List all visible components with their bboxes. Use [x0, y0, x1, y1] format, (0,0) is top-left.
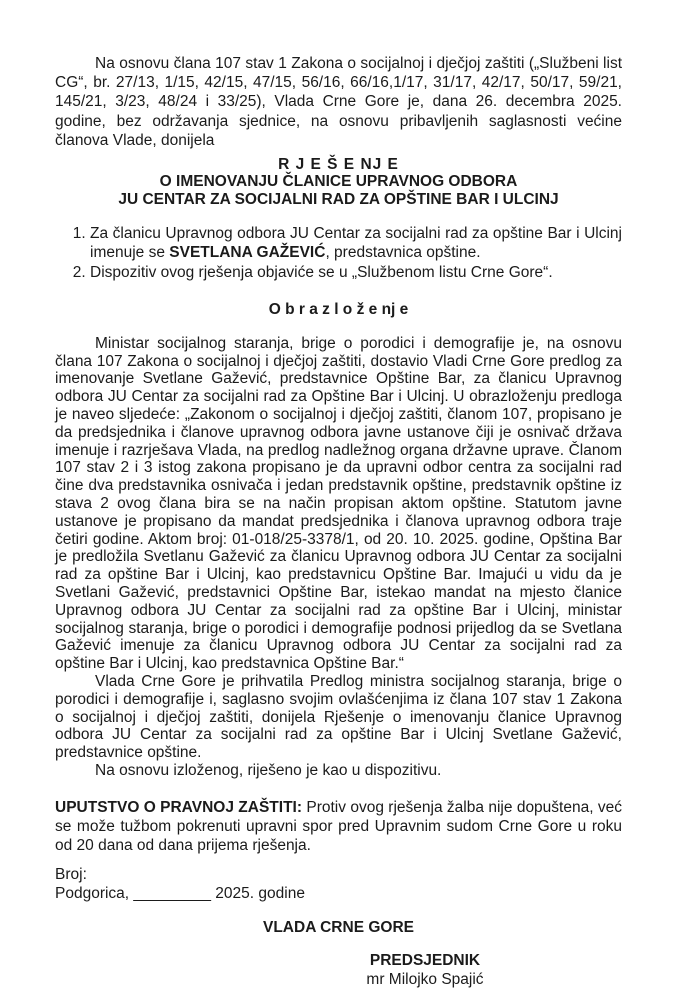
section-heading-obrazlozenje: O b r a z l o ž e nj e [268, 300, 409, 318]
government-name: VLADA CRNE GORE [263, 919, 414, 937]
dispositive-item-2 [90, 263, 622, 282]
signature-block [325, 951, 525, 989]
decision-title-block [55, 156, 622, 208]
decision-subtitle-1: O IMENOVANJU ČLANICE UPRAVNOG ODBORA [159, 173, 518, 191]
number-label: Broj: [55, 865, 87, 883]
reference-block [55, 865, 622, 903]
body-paragraph-1: Ministar socijalnog staranja, brige o porodici i demografije je, na osnovu člana 107 Zakona o socijalnoj i dječjoj zaštiti, dostavio Vladi Crne Gore predlog za imenovanje Svetlane Gažević, predstavnice Opštine Bar, za članicu Upravnog odbora JU Centar za socijalni rad za Opštine Bar i Ulcinj. U obrazloženju predloga je naveo sljedeće: „Zakonom o socijalnoj i dječjoj zaštiti, članom 107, propisano je da predsjednika i članove upravnog odbora javne ustanove čiji je osnivač država imenuje i razrješava Vlada, na predlog nadležnog organa državne uprave. Članom 107 stav 2 i 3 istog zakona propisano je da upravni odbor centra za socijalni rad čine dva predstavnika osnivača i jedan predstavnik opštine, predstavnik opštine iz stava 2 ovog člana bira se na način propisan aktom opštine. Statutom javne ustanove je propisano da mandat predsjednika i članova upravnog odbora traje četiri godine. Aktom broj: 01-018/25-3378/1, od 20. 10. 2025. godine, Opština Bar je predložila Svetlanu Gažević za članicu Upravnog odbora JU Centar za socijalni rad za opštine Bar i Ulcinj, kao predstavnicu Opštine Bar. Imajući u vidu da je Svetlani Gažević, predstavnici Opštine Bar, istekao mandat na mjesto članice Upravnog odbora JU Centar za socijalni rad za opštine Bar i Ulcinj, ministar socijalnog staranja, brige o porodici i demografije podnosi prijedlog da se Svetlana Gažević imenuje za članicu Upravnog odbora JU Centar za socijalni rad za opštine Bar i Ulcinj, kao predstavnica Opštine Bar.“ [55, 334, 622, 673]
legal-notice-label: UPUTSTVO O PRAVNOJ ZAŠTITI: [55, 798, 303, 816]
dispositive-item-1-text: Za članicu Upravnog odbora JU Centar za socijalni rad za opštine Bar i Ulcinj imenuje se [90, 225, 622, 262]
dispositive-item-2-text: Dispozitiv ovog rješenja objaviće se u „Službenom listu Crne Gore“. [90, 263, 553, 281]
appointee-name: SVETLANA GAŽEVIĆ [169, 244, 326, 262]
intro-paragraph: Na osnovu člana 107 stav 1 Zakona o socijalnoj i dječjoj zaštiti („Službeni list CG“, br. 27/13, 1/15, 42/15, 47/15, 56/16, 66/16,1/17, 31/17, 42/17, 50/17, 59/21, 145/21, 3/23, 48/24 i 33/25), Vlada Crne Gore je, dana 26. decembra 2025. godine, bez održavanja sjednice, na osnovu pribavljenih saglasnosti većine članova Vlade, donijela [55, 55, 622, 149]
decision-subtitle-2: JU CENTAR ZA SOCIJALNI RAD ZA OPŠTINE BAR I ULCINJ [118, 190, 559, 208]
body-paragraph-2: Vlada Crne Gore je prihvatila Predlog ministra socijalnog staranja, brige o porodici i demografije i, saglasno svojim ovlašćenjima iz člana 107 stav 1 Zakona o socijalnoj i dječjoj zaštiti, donijela Rješenje o imenovanju članice Upravnog odbora JU Centar za socijalni rad za opštine Bar i Ulcinj Svetlane Gažević, predstavnice opštine. [55, 672, 622, 762]
dispositive-item-1-suffix: , predstavnica opštine. [325, 244, 481, 262]
place-date-line: Podgorica, _________ 2025. godine [55, 884, 305, 902]
signature-title: PREDSJEDNIK [369, 952, 481, 970]
decision-title: R J E Š E NJ E [278, 156, 399, 174]
body-paragraph-3: Na osnovu izloženog, riješeno je kao u dispozitivu. [95, 761, 442, 779]
dispositive-list [55, 224, 622, 282]
legal-notice-text: Protiv ovog rješenja žalba nije dopuštena, već se može tužbom pokrenuti upravni spor pred Upravnim sudom Crne Gore u roku od 20 dana od dana prijema rješenja. [55, 798, 622, 854]
dispositive-item-1 [90, 224, 622, 262]
legal-notice-paragraph [55, 798, 622, 855]
signature-name: mr Milojko Spajić [366, 971, 484, 989]
